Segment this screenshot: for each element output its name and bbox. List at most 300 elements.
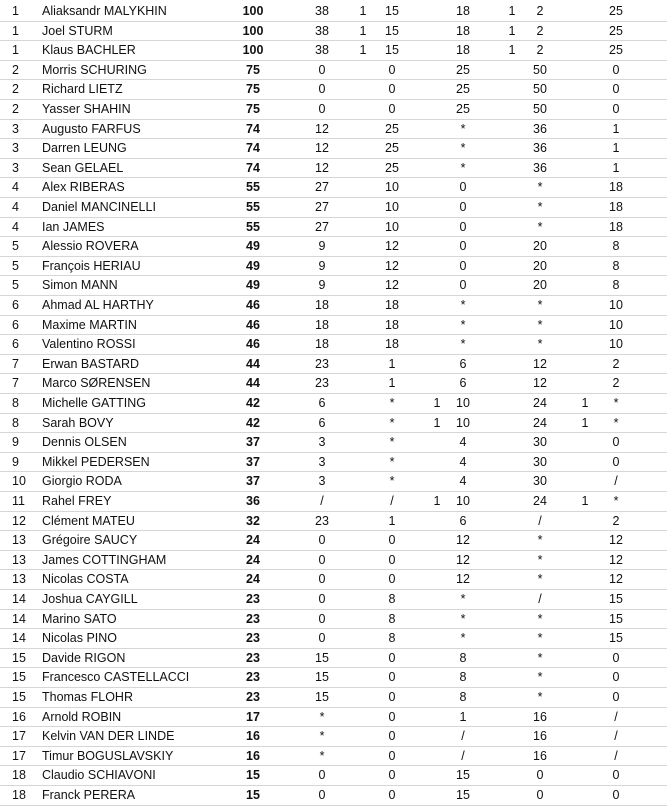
round-4-points-cell: 0: [536, 768, 544, 783]
round-4-bonus-cell: 1: [581, 415, 589, 430]
round-5-points-cell: 2: [612, 376, 620, 391]
table-row: [0, 531, 667, 551]
round-2-bonus-cell: 1: [433, 494, 441, 508]
round-2-points-cell: 15: [385, 4, 399, 18]
table-row: [0, 22, 667, 42]
table-row: [0, 355, 667, 375]
round-1-points-cell: 3: [318, 435, 326, 450]
round-1-bonus-cell: 1: [359, 43, 367, 58]
round-1-points-cell: 0: [318, 768, 326, 783]
points-total-cell: 75: [246, 82, 260, 97]
round-2-points-cell: 25: [385, 160, 399, 175]
round-4-points-cell: 2: [536, 23, 544, 38]
table-row: [0, 590, 667, 610]
round-5-points-cell: /: [614, 474, 618, 489]
round-1-points-cell: /: [320, 494, 324, 508]
driver-name-cell: Sarah BOVY: [42, 415, 114, 430]
round-1-points-cell: 0: [318, 592, 326, 606]
points-total-cell: 37: [246, 435, 260, 450]
round-3-points-cell: *: [460, 317, 466, 332]
position-cell: 2: [12, 102, 19, 116]
points-total-cell: 74: [246, 121, 260, 136]
position-cell: 16: [12, 709, 26, 724]
round-2-points-cell: 0: [388, 572, 396, 587]
driver-name-cell: Timur BOGUSLAVSKIY: [42, 748, 174, 763]
round-4-points-cell: 20: [533, 239, 547, 254]
round-1-points-cell: 15: [315, 690, 329, 704]
round-4-points-cell: 16: [533, 748, 547, 763]
round-1-points-cell: 18: [315, 337, 329, 352]
round-3-points-cell: 8: [459, 650, 467, 665]
round-5-points-cell: 0: [612, 435, 620, 450]
points-total-cell: 49: [246, 278, 260, 293]
round-1-points-cell: 38: [315, 4, 329, 18]
round-5-points-cell: *: [613, 415, 619, 430]
position-cell: 5: [12, 278, 19, 293]
round-4-points-cell: *: [537, 533, 543, 548]
round-2-points-cell: 0: [388, 748, 396, 763]
round-1-points-cell: 0: [318, 533, 326, 548]
round-3-points-cell: 12: [456, 533, 470, 548]
position-cell: 9: [12, 454, 19, 469]
table-row: [0, 649, 667, 669]
table-row: [0, 747, 667, 767]
round-1-points-cell: *: [319, 729, 325, 744]
table-row: [0, 100, 667, 120]
round-4-points-cell: *: [537, 219, 543, 234]
round-4-points-cell: 30: [533, 454, 547, 469]
round-3-points-cell: 15: [456, 788, 470, 802]
round-1-points-cell: 0: [318, 631, 326, 646]
round-1-points-cell: 27: [315, 219, 329, 234]
position-cell: 3: [12, 121, 19, 136]
round-3-points-cell: 18: [456, 43, 470, 58]
round-3-points-cell: *: [460, 298, 466, 312]
round-2-points-cell: *: [389, 415, 395, 430]
round-5-points-cell: 25: [609, 43, 623, 58]
driver-name-cell: Alex RIBERAS: [42, 180, 125, 195]
round-2-points-cell: *: [389, 474, 395, 489]
round-3-points-cell: 6: [459, 376, 467, 391]
round-2-points-cell: 18: [385, 337, 399, 352]
round-4-points-cell: 16: [533, 709, 547, 724]
round-1-points-cell: 0: [318, 611, 326, 626]
position-cell: 11: [12, 494, 25, 508]
round-4-bonus-cell: 1: [581, 494, 589, 508]
points-total-cell: 24: [246, 533, 260, 548]
round-2-points-cell: 0: [388, 650, 396, 665]
driver-name-cell: Rahel FREY: [42, 494, 112, 508]
round-3-bonus-cell: 1: [508, 4, 516, 18]
round-2-points-cell: 0: [388, 768, 396, 783]
driver-name-cell: Valentino ROSSI: [42, 337, 136, 352]
table-row: [0, 492, 667, 512]
round-5-points-cell: 25: [609, 23, 623, 38]
position-cell: 1: [12, 4, 19, 18]
round-3-points-cell: 1: [459, 709, 467, 724]
round-4-points-cell: *: [537, 200, 543, 214]
position-cell: 14: [12, 611, 26, 626]
round-3-points-cell: 0: [459, 239, 467, 254]
round-5-points-cell: 0: [612, 102, 620, 116]
round-3-points-cell: 12: [456, 552, 470, 567]
position-cell: 4: [12, 180, 19, 195]
round-3-points-cell: *: [460, 631, 466, 646]
round-2-points-cell: *: [389, 435, 395, 450]
round-2-points-cell: 25: [385, 141, 399, 156]
round-1-points-cell: 12: [315, 160, 329, 175]
round-1-points-cell: 12: [315, 141, 329, 156]
round-2-points-cell: 12: [385, 278, 399, 293]
round-2-points-cell: 1: [388, 356, 396, 371]
round-4-points-cell: 30: [533, 474, 547, 489]
round-2-points-cell: 18: [385, 298, 399, 312]
round-1-points-cell: 27: [315, 180, 329, 195]
table-row: [0, 727, 667, 747]
position-cell: 13: [12, 533, 26, 548]
driver-name-cell: Ian JAMES: [42, 219, 105, 234]
round-1-points-cell: 15: [315, 670, 329, 685]
round-2-points-cell: 0: [388, 533, 396, 548]
round-3-points-cell: *: [460, 592, 466, 606]
round-2-points-cell: 0: [388, 690, 396, 704]
round-1-points-cell: 0: [318, 102, 326, 116]
round-3-points-cell: 15: [456, 768, 470, 783]
round-4-points-cell: *: [537, 650, 543, 665]
round-5-points-cell: 0: [612, 690, 620, 704]
round-3-points-cell: 8: [459, 670, 467, 685]
round-5-points-cell: 12: [609, 572, 623, 587]
round-4-points-cell: *: [537, 337, 543, 352]
position-cell: 8: [12, 396, 19, 410]
table-row: [0, 178, 667, 198]
driver-name-cell: Marino SATO: [42, 611, 117, 626]
round-5-points-cell: 15: [609, 592, 623, 606]
points-total-cell: 32: [246, 513, 260, 528]
round-1-points-cell: 23: [315, 513, 329, 528]
round-1-points-cell: 0: [318, 82, 326, 97]
position-cell: 4: [12, 200, 19, 214]
round-5-points-cell: 1: [612, 160, 620, 175]
driver-name-cell: Erwan BASTARD: [42, 356, 140, 371]
points-total-cell: 46: [246, 337, 260, 352]
round-4-points-cell: 36: [533, 160, 547, 175]
round-4-points-cell: *: [537, 317, 543, 332]
round-1-points-cell: 3: [318, 474, 326, 489]
table-row: [0, 41, 667, 61]
round-2-points-cell: 12: [385, 258, 399, 273]
round-3-points-cell: 10: [456, 494, 470, 508]
round-3-points-cell: 0: [459, 219, 467, 234]
driver-name-cell: Nicolas COSTA: [42, 572, 129, 587]
points-total-cell: 74: [246, 160, 260, 175]
points-total-cell: 23: [246, 670, 260, 685]
driver-name-cell: Daniel MANCINELLI: [42, 200, 156, 214]
position-cell: 2: [12, 82, 19, 97]
round-2-points-cell: /: [390, 494, 394, 508]
points-total-cell: 24: [246, 552, 260, 567]
round-1-points-cell: 18: [315, 298, 329, 312]
driver-name-cell: Kelvin VAN DER LINDE: [42, 729, 175, 744]
round-4-points-cell: 24: [533, 415, 547, 430]
round-5-points-cell: 25: [609, 4, 623, 18]
round-3-points-cell: 25: [456, 62, 470, 77]
driver-name-cell: Nicolas PINO: [42, 631, 118, 646]
round-2-points-cell: 0: [388, 788, 396, 802]
driver-name-cell: Davide RIGON: [42, 650, 126, 665]
position-cell: 3: [12, 141, 19, 156]
round-5-points-cell: 10: [609, 317, 623, 332]
points-total-cell: 23: [246, 631, 260, 646]
table-row: [0, 61, 667, 81]
round-3-points-cell: 25: [456, 82, 470, 97]
table-row: [0, 80, 667, 100]
round-5-points-cell: 2: [612, 513, 620, 528]
round-3-points-cell: 0: [459, 258, 467, 273]
driver-name-cell: Mikkel PEDERSEN: [42, 454, 150, 469]
round-4-points-cell: *: [537, 611, 543, 626]
table-row: [0, 414, 667, 434]
driver-name-cell: Grégoire SAUCY: [42, 533, 138, 548]
round-3-points-cell: 18: [456, 23, 470, 38]
round-5-points-cell: 18: [609, 200, 623, 214]
round-2-points-cell: 0: [388, 102, 396, 116]
round-5-points-cell: 8: [612, 258, 620, 273]
round-3-points-cell: 0: [459, 278, 467, 293]
round-2-points-cell: 10: [385, 219, 399, 234]
round-3-points-cell: 4: [459, 435, 467, 450]
position-cell: 18: [12, 768, 26, 783]
driver-name-cell: Maxime MARTIN: [42, 317, 137, 332]
points-total-cell: 16: [246, 729, 260, 744]
round-1-points-cell: 12: [315, 121, 329, 136]
table-row: [0, 237, 667, 257]
round-2-points-cell: 12: [385, 239, 399, 254]
driver-name-cell: Clément MATEU: [42, 513, 135, 528]
round-1-points-cell: 0: [318, 62, 326, 77]
round-4-points-cell: *: [537, 631, 543, 646]
table-row: [0, 2, 667, 22]
round-5-points-cell: 8: [612, 278, 620, 293]
position-cell: 5: [12, 258, 19, 273]
round-2-points-cell: 0: [388, 729, 396, 744]
round-1-points-cell: 38: [315, 43, 329, 58]
round-5-points-cell: 0: [612, 62, 620, 77]
round-2-points-cell: 0: [388, 670, 396, 685]
round-3-points-cell: 6: [459, 356, 467, 371]
round-4-points-cell: 24: [533, 494, 547, 508]
round-1-points-cell: 0: [318, 788, 326, 802]
points-total-cell: 37: [246, 474, 260, 489]
position-cell: 10: [12, 474, 26, 489]
round-5-points-cell: 0: [612, 768, 620, 783]
table-row: [0, 257, 667, 277]
points-total-cell: 49: [246, 239, 260, 254]
round-5-points-cell: 15: [609, 611, 623, 626]
position-cell: 6: [12, 298, 19, 312]
round-3-points-cell: *: [460, 160, 466, 175]
round-3-points-cell: 25: [456, 102, 470, 116]
round-2-points-cell: 0: [388, 709, 396, 724]
round-4-points-cell: 36: [533, 121, 547, 136]
round-2-points-cell: 18: [385, 317, 399, 332]
points-total-cell: 15: [246, 768, 260, 783]
driver-name-cell: Alessio ROVERA: [42, 239, 139, 254]
table-row: [0, 688, 667, 708]
table-row: [0, 570, 667, 590]
position-cell: 13: [12, 552, 26, 567]
round-2-points-cell: *: [389, 396, 395, 410]
table-row: [0, 610, 667, 630]
round-1-points-cell: 18: [315, 317, 329, 332]
round-3-points-cell: 18: [456, 4, 470, 18]
round-3-points-cell: 6: [459, 513, 467, 528]
round-1-points-cell: 3: [318, 454, 326, 469]
round-2-points-cell: 8: [388, 592, 396, 606]
position-cell: 14: [12, 631, 26, 646]
round-3-points-cell: 0: [459, 200, 467, 214]
round-4-points-cell: 50: [533, 102, 547, 116]
round-4-points-cell: /: [538, 513, 542, 528]
round-5-points-cell: 0: [612, 788, 620, 802]
driver-name-cell: Augusto FARFUS: [42, 121, 141, 136]
points-total-cell: 55: [246, 180, 260, 195]
round-5-points-cell: *: [613, 396, 619, 410]
table-row: [0, 296, 667, 316]
round-5-points-cell: 1: [612, 121, 620, 136]
position-cell: 15: [12, 650, 26, 665]
points-total-cell: 100: [242, 4, 264, 18]
round-1-points-cell: 0: [318, 572, 326, 587]
round-1-points-cell: *: [319, 709, 325, 724]
points-total-cell: 55: [246, 200, 260, 214]
driver-name-cell: Joshua CAYGILL: [42, 592, 138, 606]
position-cell: 13: [12, 572, 26, 587]
round-4-points-cell: 30: [533, 435, 547, 450]
round-3-points-cell: 4: [459, 454, 467, 469]
table-row: [0, 159, 667, 179]
driver-name-cell: Arnold ROBIN: [42, 709, 122, 724]
round-2-points-cell: 15: [385, 43, 399, 58]
driver-name-cell: Giorgio RODA: [42, 474, 122, 489]
round-5-points-cell: 12: [609, 552, 623, 567]
driver-name-cell: Francesco CASTELLACCI: [42, 670, 190, 685]
round-3-points-cell: 0: [459, 180, 467, 195]
position-cell: 6: [12, 317, 19, 332]
round-3-points-cell: *: [460, 141, 466, 156]
table-row: [0, 335, 667, 355]
points-total-cell: 100: [242, 23, 264, 38]
driver-name-cell: Ahmad AL HARTHY: [42, 298, 154, 312]
position-cell: 15: [12, 670, 26, 685]
table-row: [0, 472, 667, 492]
points-total-cell: 75: [246, 102, 260, 116]
round-1-points-cell: 23: [315, 376, 329, 391]
points-total-cell: 23: [246, 592, 260, 606]
position-cell: 1: [12, 43, 19, 58]
table-row: [0, 218, 667, 238]
round-3-points-cell: 8: [459, 690, 467, 704]
round-2-points-cell: 15: [385, 23, 399, 38]
round-3-points-cell: 4: [459, 474, 467, 489]
table-row: [0, 433, 667, 453]
driver-name-cell: Aliaksandr MALYKHIN: [42, 4, 167, 18]
round-1-points-cell: 0: [318, 552, 326, 567]
position-cell: 2: [12, 62, 19, 77]
position-cell: 12: [12, 513, 26, 528]
driver-name-cell: Klaus BACHLER: [42, 43, 136, 58]
round-3-points-cell: 12: [456, 572, 470, 587]
points-total-cell: 16: [246, 748, 260, 763]
table-row: [0, 139, 667, 159]
round-4-points-cell: 24: [533, 396, 547, 410]
driver-name-cell: François HERIAU: [42, 258, 141, 273]
round-1-points-cell: 9: [318, 278, 326, 293]
position-cell: 17: [12, 748, 26, 763]
points-total-cell: 46: [246, 298, 260, 312]
position-cell: 9: [12, 435, 19, 450]
round-5-points-cell: 12: [609, 533, 623, 548]
round-3-points-cell: 10: [456, 415, 470, 430]
table-row: [0, 512, 667, 532]
round-2-points-cell: *: [389, 454, 395, 469]
table-row: [0, 668, 667, 688]
round-5-points-cell: 18: [609, 219, 623, 234]
round-1-points-cell: 9: [318, 258, 326, 273]
points-total-cell: 75: [246, 62, 260, 77]
driver-name-cell: Sean GELAEL: [42, 160, 124, 175]
round-2-points-cell: 1: [388, 376, 396, 391]
round-5-points-cell: 0: [612, 454, 620, 469]
points-total-cell: 100: [242, 43, 264, 58]
round-1-bonus-cell: 1: [359, 4, 367, 18]
round-1-bonus-cell: 1: [359, 23, 367, 38]
round-2-points-cell: 0: [388, 552, 396, 567]
table-row: [0, 374, 667, 394]
driver-name-cell: Michelle GATTING: [42, 396, 146, 410]
driver-name-cell: Joel STURM: [42, 23, 113, 38]
points-total-cell: 46: [246, 317, 260, 332]
driver-name-cell: Marco SØRENSEN: [42, 376, 151, 391]
round-2-bonus-cell: 1: [433, 415, 441, 430]
round-1-points-cell: 38: [315, 23, 329, 38]
round-4-points-cell: 20: [533, 258, 547, 273]
table-row: [0, 786, 667, 806]
round-5-points-cell: 18: [609, 180, 623, 195]
round-4-points-cell: *: [537, 298, 543, 312]
points-total-cell: 23: [246, 690, 260, 704]
round-4-points-cell: *: [537, 572, 543, 587]
position-cell: 17: [12, 729, 26, 744]
round-5-points-cell: /: [614, 709, 618, 724]
round-2-bonus-cell: 1: [433, 396, 441, 410]
table-row: [0, 276, 667, 296]
round-4-points-cell: 12: [533, 356, 547, 371]
round-4-points-cell: 50: [533, 62, 547, 77]
round-3-points-cell: *: [460, 611, 466, 626]
points-total-cell: 55: [246, 219, 260, 234]
round-2-points-cell: 25: [385, 121, 399, 136]
round-1-points-cell: *: [319, 748, 325, 763]
round-5-points-cell: /: [614, 748, 618, 763]
round-4-points-cell: 2: [536, 43, 544, 58]
position-cell: 6: [12, 337, 19, 352]
round-5-points-cell: 10: [609, 337, 623, 352]
position-cell: 5: [12, 239, 19, 254]
position-cell: 1: [12, 23, 19, 38]
round-2-points-cell: 8: [388, 631, 396, 646]
points-total-cell: 17: [246, 709, 260, 724]
